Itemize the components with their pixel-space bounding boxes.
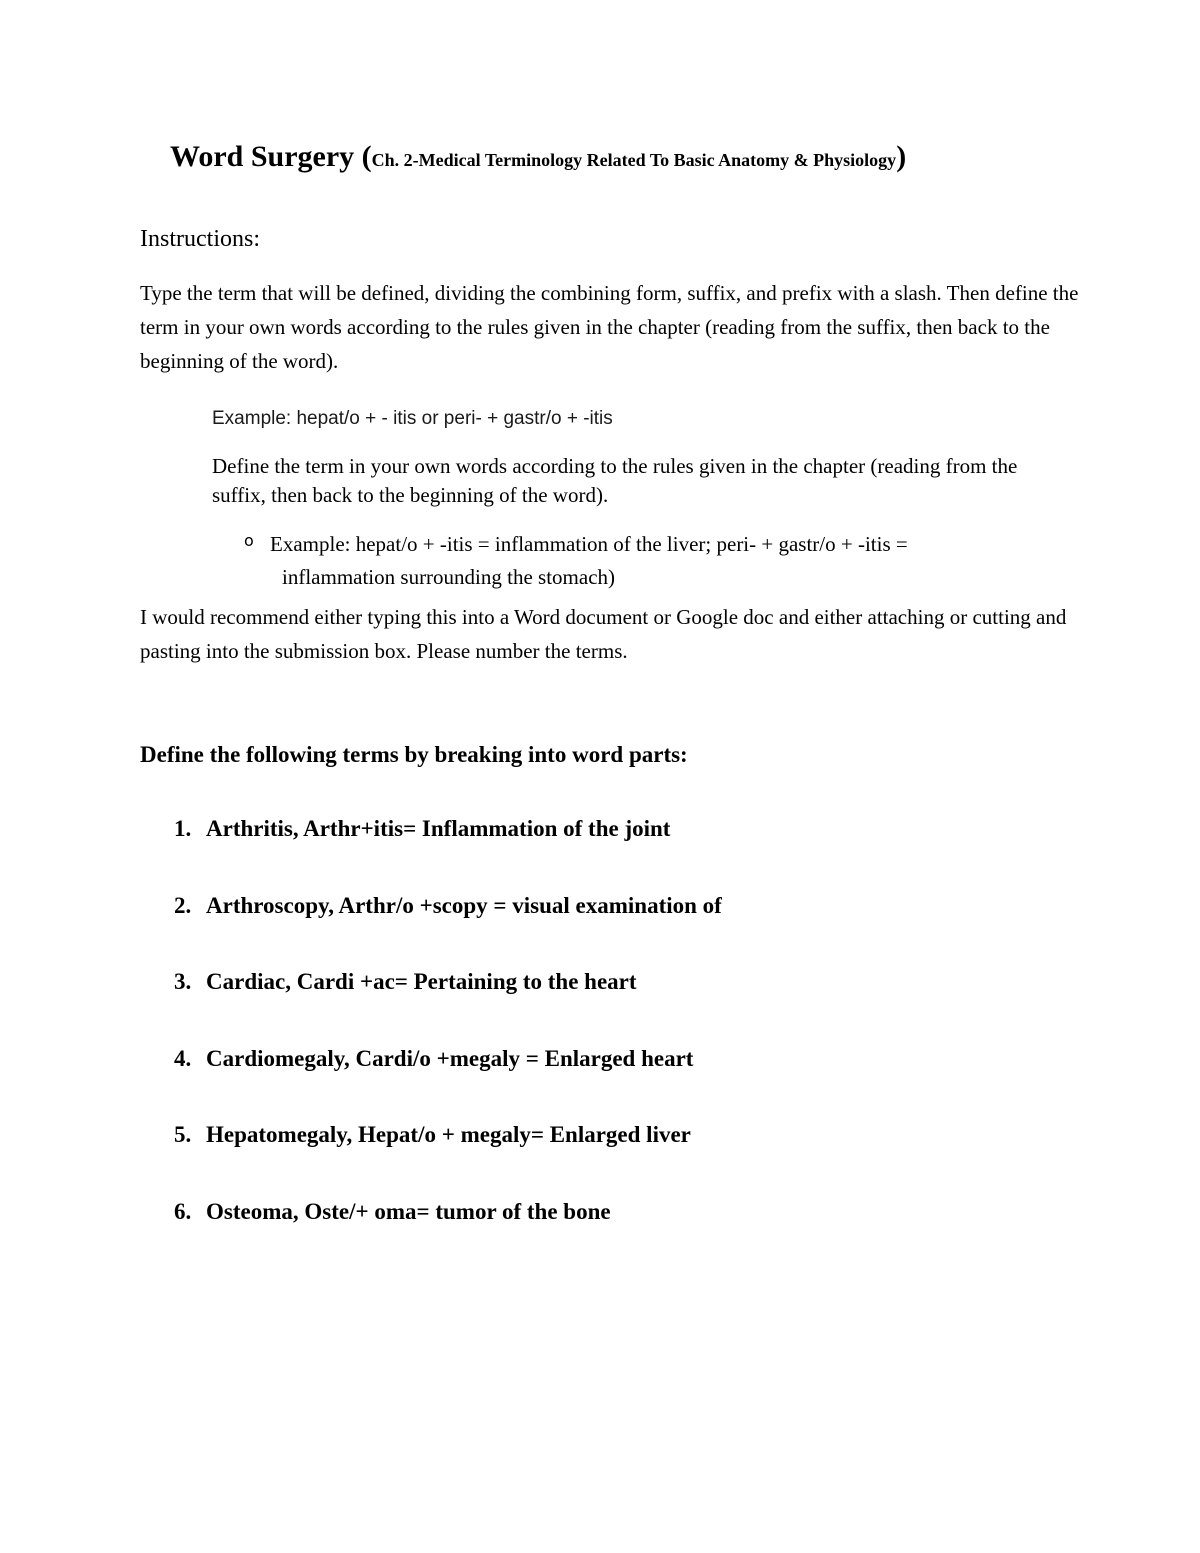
- term-item: [174, 816, 722, 893]
- term-item: [174, 893, 722, 970]
- example-bullet: [244, 528, 1044, 594]
- term-text: Arthroscopy, Arthr/o +scopy = visual examination of: [206, 892, 722, 918]
- term-text: Arthritis, Arthr+itis= Inflammation of the joint: [206, 816, 671, 841]
- term-text: Hepatomegaly, Hepat/o + megaly= Enlarged liver: [206, 1122, 691, 1147]
- term-number: 6.: [174, 1198, 192, 1224]
- term-item: [174, 1122, 722, 1199]
- term-number: 4.: [174, 1045, 192, 1071]
- terms-list: [174, 816, 722, 1275]
- title-main: Word Surgery (: [170, 140, 372, 173]
- title-subtitle: Ch. 2-Medical Terminology Related To Basic Anatomy & Physiology: [371, 150, 897, 170]
- example-line: Example: hepat/o + - itis or peri- + gastr/o + -itis: [212, 408, 613, 429]
- term-text: Cardiac, Cardi +ac= Pertaining to the heart: [206, 969, 637, 994]
- document-title: [170, 140, 1070, 174]
- hollow-circle-bullet-icon: o: [244, 531, 254, 550]
- instructions-paragraph: Type the term that will be defined, dividing the combining form, suffix, and prefix with a slash. Then define the term in your own words according to the rules given in the chapter (reading from the suffix, then back to the beginning of the word).: [140, 281, 1079, 373]
- instructions-heading: Instructions:: [140, 226, 260, 252]
- term-item: [174, 1046, 722, 1123]
- term-number: 1.: [174, 816, 192, 841]
- term-item: [174, 1199, 722, 1276]
- bullet-line-1: Example: hepat/o + -itis = inflammation of the liver; peri- + gastr/o + -itis =: [270, 532, 908, 556]
- title-close-paren: ): [896, 140, 907, 173]
- recommendation-paragraph: I would recommend either typing this into a Word document or Google doc and either attaching or cutting and pasting into the submission box. Please number the terms.: [140, 605, 1067, 663]
- define-instruction: Define the term in your own words according to the rules given in the chapter (reading from the suffix, then back to the beginning of the word).: [212, 454, 1018, 507]
- term-number: 2.: [174, 892, 192, 918]
- term-number: 5.: [174, 1122, 192, 1147]
- term-text: Osteoma, Oste/+ oma= tumor of the bone: [206, 1198, 611, 1224]
- term-item: [174, 969, 722, 1046]
- term-text: Cardiomegaly, Cardi/o +megaly = Enlarged heart: [206, 1045, 694, 1071]
- terms-heading: Define the following terms by breaking into word parts:: [140, 742, 688, 767]
- bullet-line-2: inflammation surrounding the stomach): [282, 565, 616, 589]
- term-number: 3.: [174, 969, 192, 994]
